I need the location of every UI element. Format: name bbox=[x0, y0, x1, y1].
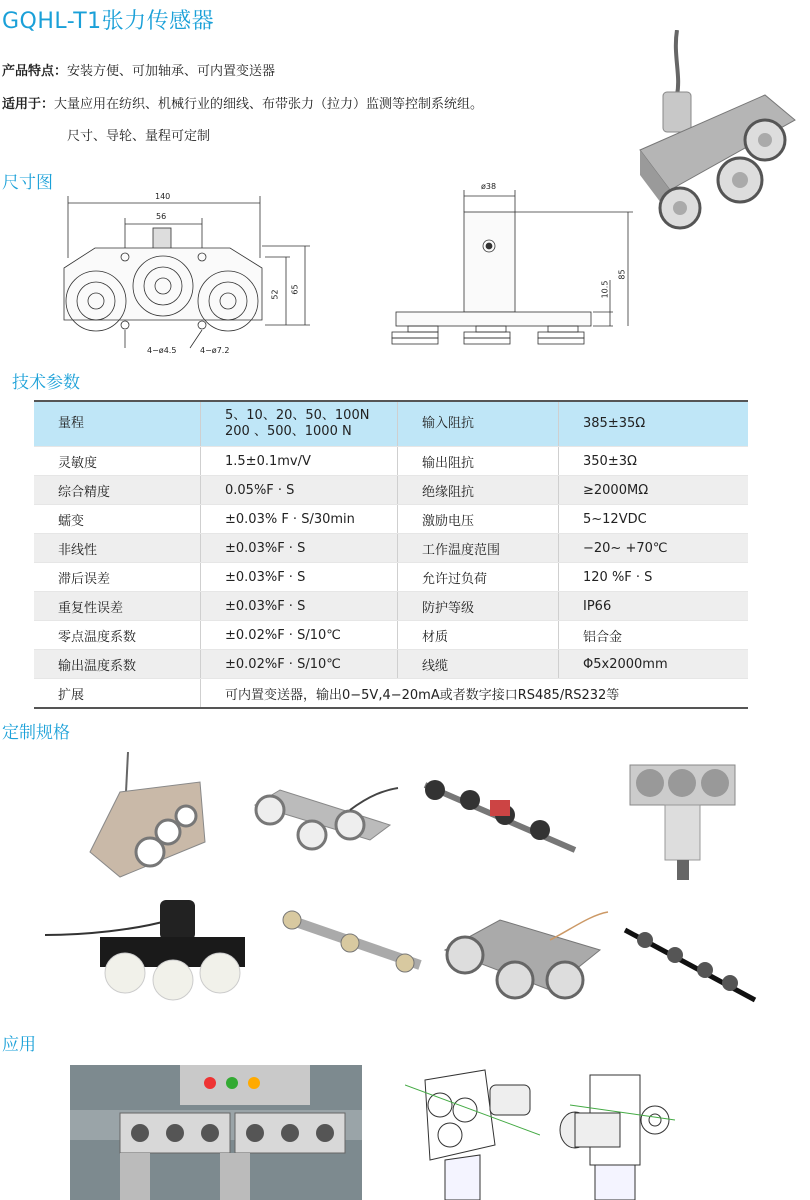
dim-85: 85 bbox=[617, 269, 627, 280]
custom-photo-5 bbox=[45, 895, 255, 1005]
table-row-extension bbox=[34, 679, 748, 709]
table-cell: ±0.03% F · S/30min bbox=[201, 505, 398, 534]
spec-table bbox=[34, 400, 748, 709]
table-row bbox=[34, 621, 748, 650]
table-cell: 激励电压 bbox=[398, 505, 559, 534]
table-cell: IP66 bbox=[559, 592, 749, 621]
table-cell: 综合精度 bbox=[34, 476, 201, 505]
custom-photo-1 bbox=[80, 752, 220, 882]
table-cell: ±0.02%F · S/10℃ bbox=[201, 621, 398, 650]
table-cell: 输出阻抗 bbox=[398, 447, 559, 476]
feature-line-2 bbox=[2, 93, 483, 112]
table-header-row bbox=[34, 401, 748, 447]
table-cell: 量程 bbox=[34, 401, 201, 447]
feature-label: 适用于： bbox=[2, 97, 55, 112]
section-app-title: 应用 bbox=[2, 1035, 36, 1055]
table-cell: 铝合金 bbox=[559, 621, 749, 650]
application-diagram-2 bbox=[550, 1065, 680, 1200]
table-cell: 线缆 bbox=[398, 650, 559, 679]
feature-text: 大量应用在纺织、机械行业的细线、布带张力（拉力）监测等控制系统组。 bbox=[54, 97, 484, 112]
table-cell bbox=[201, 401, 398, 447]
application-diagram-1 bbox=[405, 1065, 540, 1200]
custom-photo-6 bbox=[280, 905, 430, 985]
hole-label-1: 4−ø4.5 bbox=[147, 346, 177, 355]
table-cell: ±0.03%F · S bbox=[201, 563, 398, 592]
table-cell: 385±35Ω bbox=[559, 401, 749, 447]
custom-photo-8 bbox=[620, 915, 760, 1010]
table-cell: 允许过负荷 bbox=[398, 563, 559, 592]
table-cell: ±0.03%F · S bbox=[201, 592, 398, 621]
table-cell: 灵敏度 bbox=[34, 447, 201, 476]
table-cell: 零点温度系数 bbox=[34, 621, 201, 650]
feature-text: 安装方便、可加轴承、可内置变送器 bbox=[67, 64, 276, 79]
dim-52: 52 bbox=[270, 289, 280, 300]
feature-line-3 bbox=[67, 125, 210, 144]
range-line-1: 5、10、20、50、100N bbox=[225, 408, 370, 423]
section-custom-title: 定制规格 bbox=[2, 723, 70, 743]
section-params-title: 技术参数 bbox=[12, 373, 80, 393]
table-cell: 1.5±0.1mv/V bbox=[201, 447, 398, 476]
page-title: GQHL-T1张力传感器 bbox=[2, 9, 215, 34]
product-photo bbox=[625, 30, 805, 230]
table-cell: 防护等级 bbox=[398, 592, 559, 621]
dim-140: 140 bbox=[155, 192, 171, 201]
dim-10-5: 10.5 bbox=[600, 280, 610, 299]
table-cell: 材质 bbox=[398, 621, 559, 650]
dim-d38: ø38 bbox=[481, 182, 497, 191]
table-row bbox=[34, 505, 748, 534]
table-cell: ≥2000MΩ bbox=[559, 476, 749, 505]
table-cell: 5~12VDC bbox=[559, 505, 749, 534]
table-cell: 重复性误差 bbox=[34, 592, 201, 621]
application-photo bbox=[70, 1065, 362, 1200]
custom-photo-7 bbox=[440, 910, 610, 1010]
table-cell: ±0.02%F · S/10℃ bbox=[201, 650, 398, 679]
table-row bbox=[34, 476, 748, 505]
front-view-drawing bbox=[50, 188, 315, 363]
table-row bbox=[34, 534, 748, 563]
feature-text: 尺寸、导轮、量程可定制 bbox=[67, 129, 211, 144]
section-dims-title: 尺寸图 bbox=[2, 173, 53, 193]
table-cell: 工作温度范围 bbox=[398, 534, 559, 563]
table-cell: 蠕变 bbox=[34, 505, 201, 534]
custom-photo-3 bbox=[420, 760, 580, 860]
custom-photo-4 bbox=[625, 755, 740, 880]
dim-56: 56 bbox=[156, 212, 167, 221]
table-cell: Φ5x2000mm bbox=[559, 650, 749, 679]
table-cell: 0.05%F · S bbox=[201, 476, 398, 505]
table-row bbox=[34, 447, 748, 476]
table-row bbox=[34, 592, 748, 621]
table-cell: −20~ +70℃ bbox=[559, 534, 749, 563]
feature-line-1 bbox=[2, 60, 275, 79]
feature-label: 产品特点： bbox=[2, 64, 68, 79]
custom-photo-2 bbox=[250, 780, 400, 860]
table-cell: 120 %F · S bbox=[559, 563, 749, 592]
table-cell: 绝缘阻抗 bbox=[398, 476, 559, 505]
table-cell: 输出温度系数 bbox=[34, 650, 201, 679]
table-cell: 扩展 bbox=[34, 679, 201, 709]
range-line-2: 200 、500、1000 N bbox=[225, 424, 352, 439]
hole-label-2: 4−ø7.2 bbox=[200, 346, 230, 355]
dim-65: 65 bbox=[290, 284, 300, 295]
table-cell: ±0.03%F · S bbox=[201, 534, 398, 563]
table-cell: 可内置变送器，输出0−5V,4−20mA或者数字接口RS485/RS232等 bbox=[201, 679, 749, 709]
table-row bbox=[34, 650, 748, 679]
side-view-drawing bbox=[388, 180, 638, 360]
table-row bbox=[34, 563, 748, 592]
table-cell: 350±3Ω bbox=[559, 447, 749, 476]
table-cell: 输入阻抗 bbox=[398, 401, 559, 447]
table-cell: 滞后误差 bbox=[34, 563, 201, 592]
table-cell: 非线性 bbox=[34, 534, 201, 563]
